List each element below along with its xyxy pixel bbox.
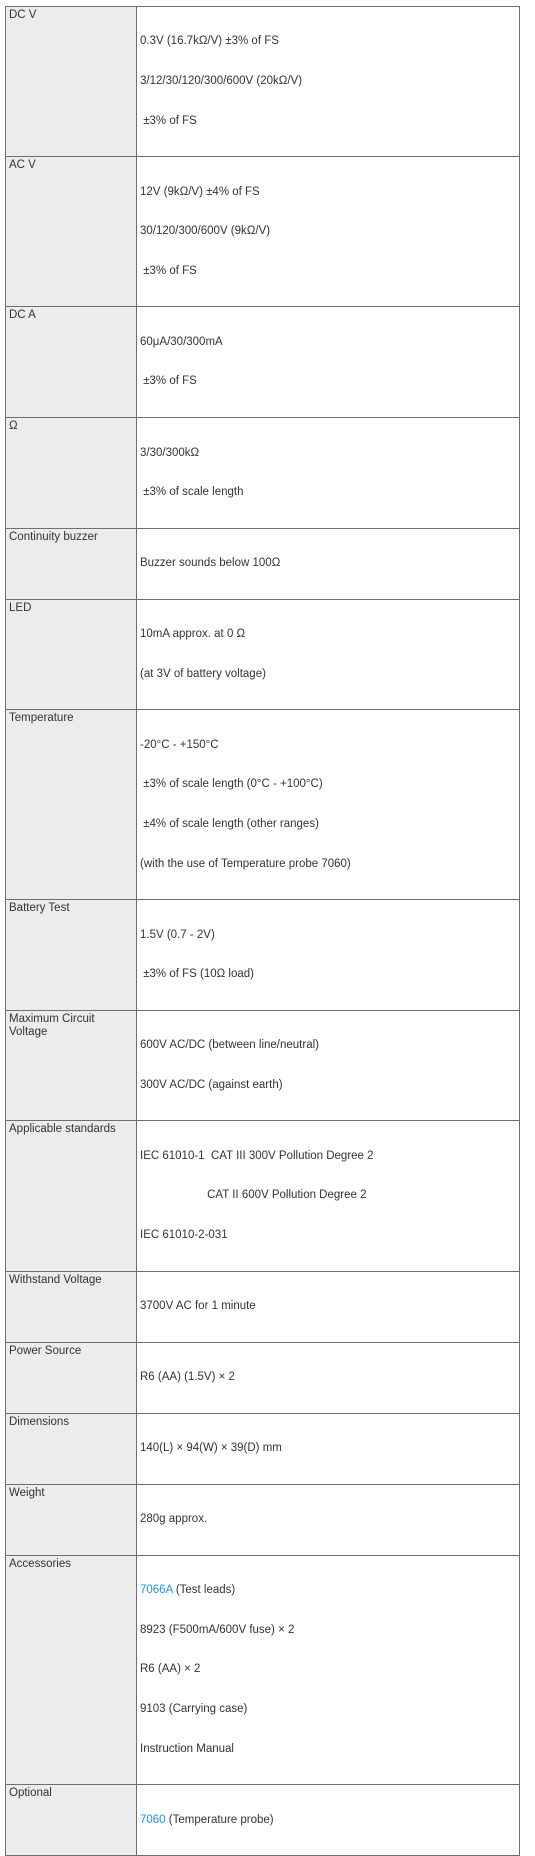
spec-value-line: ±3% of FS: [140, 375, 197, 388]
spec-row-continuity-buzzer: [6, 528, 520, 599]
spec-value-line: 300V AC/DC (against earth): [140, 1078, 283, 1091]
spec-label: Accessories: [6, 1555, 137, 1784]
spec-value-line: 60μA/30/300mA: [140, 335, 223, 348]
optional-link-7060[interactable]: 7060: [140, 1813, 166, 1826]
spec-value-line: 140(L) × 94(W) × 39(D) mm: [140, 1442, 282, 1455]
spec-value-line: CAT II 600V Pollution Degree 2: [140, 1189, 367, 1202]
spec-value: [137, 528, 520, 599]
spec-label: Dimensions: [6, 1413, 137, 1484]
spec-value: [137, 1271, 520, 1342]
spec-value-line: [140, 1584, 516, 1597]
spec-value-line: 3700V AC for 1 minute: [140, 1300, 256, 1313]
spec-value-line: 0.3V (16.7kΩ/V) ±3% of FS: [140, 35, 279, 48]
spec-row-ohm: [6, 418, 520, 529]
spec-row-battery-test: [6, 900, 520, 1011]
spec-label: Optional: [6, 1785, 137, 1856]
spec-label: LED: [6, 599, 137, 710]
spec-label: Temperature: [6, 710, 137, 900]
spec-value-line: 280g approx.: [140, 1513, 208, 1526]
spec-label: Withstand Voltage: [6, 1271, 137, 1342]
spec-value: [137, 900, 520, 1011]
spec-value-line: ±3% of FS: [140, 264, 197, 277]
spec-value: [137, 307, 520, 418]
spec-row-accessories: [6, 1555, 520, 1784]
spec-row-led: [6, 599, 520, 710]
spec-value: [137, 1010, 520, 1121]
spec-label: Battery Test: [6, 900, 137, 1011]
optional-desc: (Temperature probe): [165, 1813, 274, 1826]
accessory-desc: (Test leads): [172, 1584, 236, 1597]
spec-value: [137, 599, 520, 710]
spec-label: Weight: [6, 1484, 137, 1555]
spec-row-dc-a: [6, 307, 520, 418]
spec-value-line: 30/120/300/600V (9kΩ/V): [140, 225, 271, 238]
spec-row-optional: [6, 1785, 520, 1856]
spec-table: [5, 6, 520, 1856]
spec-label: Ω: [6, 418, 137, 529]
spec-value-line: Buzzer sounds below 100Ω: [140, 557, 281, 570]
spec-value-line: Instruction Manual: [140, 1742, 234, 1755]
spec-value: [137, 1555, 520, 1784]
spec-value-line: 3/30/300kΩ: [140, 446, 200, 459]
spec-value: [137, 1484, 520, 1555]
spec-label: AC V: [6, 157, 137, 307]
spec-value-line: -20°C - +150°C: [140, 738, 219, 751]
spec-value: [137, 1785, 520, 1856]
spec-row-dimensions: [6, 1413, 520, 1484]
spec-label: DC A: [6, 307, 137, 418]
spec-value-line: R6 (AA) (1.5V) × 2: [140, 1371, 235, 1384]
spec-label: Power Source: [6, 1342, 137, 1413]
spec-value-line: R6 (AA) × 2: [140, 1663, 201, 1676]
spec-label: Continuity buzzer: [6, 528, 137, 599]
spec-value-line: IEC 61010-2-031: [140, 1229, 228, 1242]
spec-value: [137, 7, 520, 157]
spec-value-line: 1.5V (0.7 - 2V): [140, 928, 215, 941]
spec-value-line: ±4% of scale length (other ranges): [140, 817, 319, 830]
accessory-link-7066a[interactable]: 7066A: [140, 1584, 173, 1597]
spec-value-line: 8923 (F500mA/600V fuse) × 2: [140, 1623, 295, 1636]
spec-value-line: [140, 1814, 516, 1827]
spec-row-weight: [6, 1484, 520, 1555]
spec-row-withstand-voltage: [6, 1271, 520, 1342]
spec-value-line: 600V AC/DC (between line/neutral): [140, 1039, 319, 1052]
spec-row-applicable-standards: [6, 1121, 520, 1271]
spec-row-maximum-circuit-voltage: [6, 1010, 520, 1121]
spec-value: [137, 1342, 520, 1413]
spec-row-power-source: [6, 1342, 520, 1413]
spec-value: [137, 418, 520, 529]
spec-row-dc-v: [6, 7, 520, 157]
spec-row-temperature: [6, 710, 520, 900]
spec-row-ac-v: [6, 157, 520, 307]
spec-value: [137, 710, 520, 900]
spec-label: Maximum Circuit Voltage: [6, 1010, 137, 1121]
spec-value-line: 12V (9kΩ/V) ±4% of FS: [140, 185, 260, 198]
spec-value-line: ±3% of FS: [140, 114, 197, 127]
spec-value-line: ±3% of FS (10Ω load): [140, 968, 254, 981]
spec-label: DC V: [6, 7, 137, 157]
spec-value: [137, 157, 520, 307]
spec-value-line: ±3% of scale length: [140, 486, 244, 499]
spec-label: Applicable standards: [6, 1121, 137, 1271]
spec-value-line: (at 3V of battery voltage): [140, 667, 266, 680]
spec-value-line: (with the use of Temperature probe 7060): [140, 857, 351, 870]
spec-value: [137, 1413, 520, 1484]
spec-value-line: 3/12/30/120/300/600V (20kΩ/V): [140, 75, 303, 88]
spec-value: [137, 1121, 520, 1271]
spec-value-line: 10mA approx. at 0 Ω: [140, 628, 246, 641]
spec-value-line: ±3% of scale length (0°C - +100°C): [140, 778, 323, 791]
spec-value-line: 9103 (Carrying case): [140, 1702, 248, 1715]
spec-table-body: [6, 7, 520, 1856]
spec-value-line: IEC 61010-1 CAT III 300V Pollution Degree 2: [140, 1149, 374, 1162]
